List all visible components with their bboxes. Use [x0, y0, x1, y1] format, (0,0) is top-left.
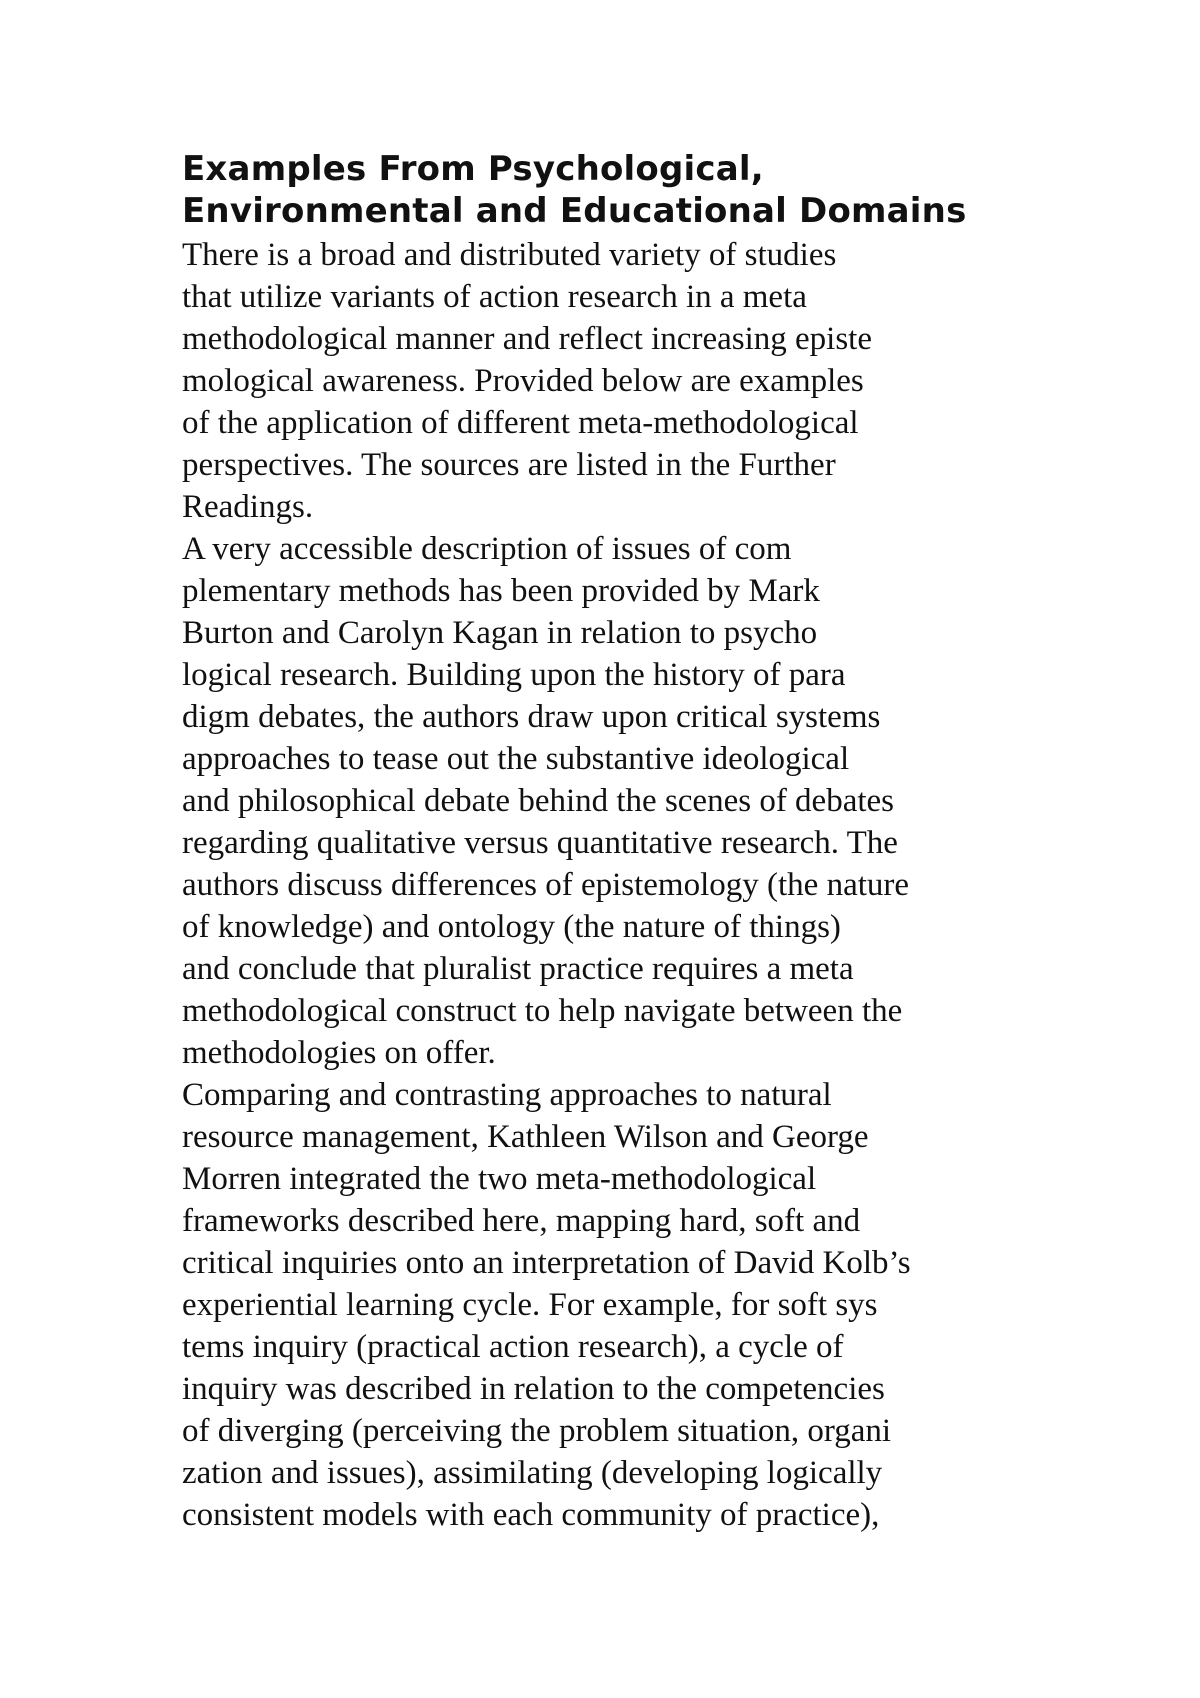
text-line: digm debates, the authors draw upon critical systems [182, 699, 881, 735]
text-line: of diverging (perceiving the problem situation, organi [182, 1413, 892, 1449]
heading-line: Environmental and Educational Domains [182, 191, 967, 231]
text-line: zation and issues), assimilating (developing logically [182, 1455, 883, 1491]
text-line: and conclude that pluralist practice requires a meta [182, 951, 854, 987]
text-line: approaches to tease out the substantive ideological [182, 741, 850, 777]
paragraph-intro [182, 234, 1082, 528]
text-line: methodological manner and reflect increasing episte [182, 321, 872, 357]
text-line: frameworks described here, mapping hard, soft and [182, 1203, 861, 1239]
paragraph-wilson-morren [182, 1074, 1082, 1536]
text-line: A very accessible description of issues of com [182, 531, 792, 567]
text-line: methodologies on offer. [182, 1035, 496, 1071]
text-line: tems inquiry (practical action research), a cycle of [182, 1329, 844, 1365]
text-line: of knowledge) and ontology (the nature of things) [182, 909, 841, 945]
heading-line: Examples From Psychological, [182, 149, 764, 189]
text-line: Readings. [182, 489, 314, 525]
text-line: inquiry was described in relation to the competencies [182, 1371, 885, 1407]
paragraph-burton-kagan [182, 528, 1082, 1074]
text-line: methodological construct to help navigate between the [182, 993, 903, 1029]
text-line: authors discuss differences of epistemology (the nature [182, 867, 910, 903]
text-line: Comparing and contrasting approaches to natural [182, 1077, 832, 1113]
text-line: Morren integrated the two meta-methodological [182, 1161, 817, 1197]
text-line: resource management, Kathleen Wilson and George [182, 1119, 869, 1155]
text-line: of the application of different meta-methodological [182, 405, 859, 441]
text-line: plementary methods has been provided by Mark [182, 573, 820, 609]
section-heading [182, 148, 1082, 232]
page-content [182, 148, 1082, 1536]
text-line: logical research. Building upon the history of para [182, 657, 846, 693]
text-line: Burton and Carolyn Kagan in relation to psycho [182, 615, 818, 651]
text-line: consistent models with each community of practice), [182, 1497, 880, 1533]
text-line: regarding qualitative versus quantitative research. The [182, 825, 898, 861]
text-line: perspectives. The sources are listed in the Further [182, 447, 836, 483]
text-line: that utilize variants of action research in a meta [182, 279, 807, 315]
text-line: There is a broad and distributed variety of studies [182, 237, 837, 273]
text-line: mological awareness. Provided below are examples [182, 363, 864, 399]
text-line: critical inquiries onto an interpretation of David Kolb’s [182, 1245, 911, 1281]
text-line: and philosophical debate behind the scenes of debates [182, 783, 895, 819]
body-text [182, 234, 1082, 1536]
text-line: experiential learning cycle. For example, for soft sys [182, 1287, 878, 1323]
